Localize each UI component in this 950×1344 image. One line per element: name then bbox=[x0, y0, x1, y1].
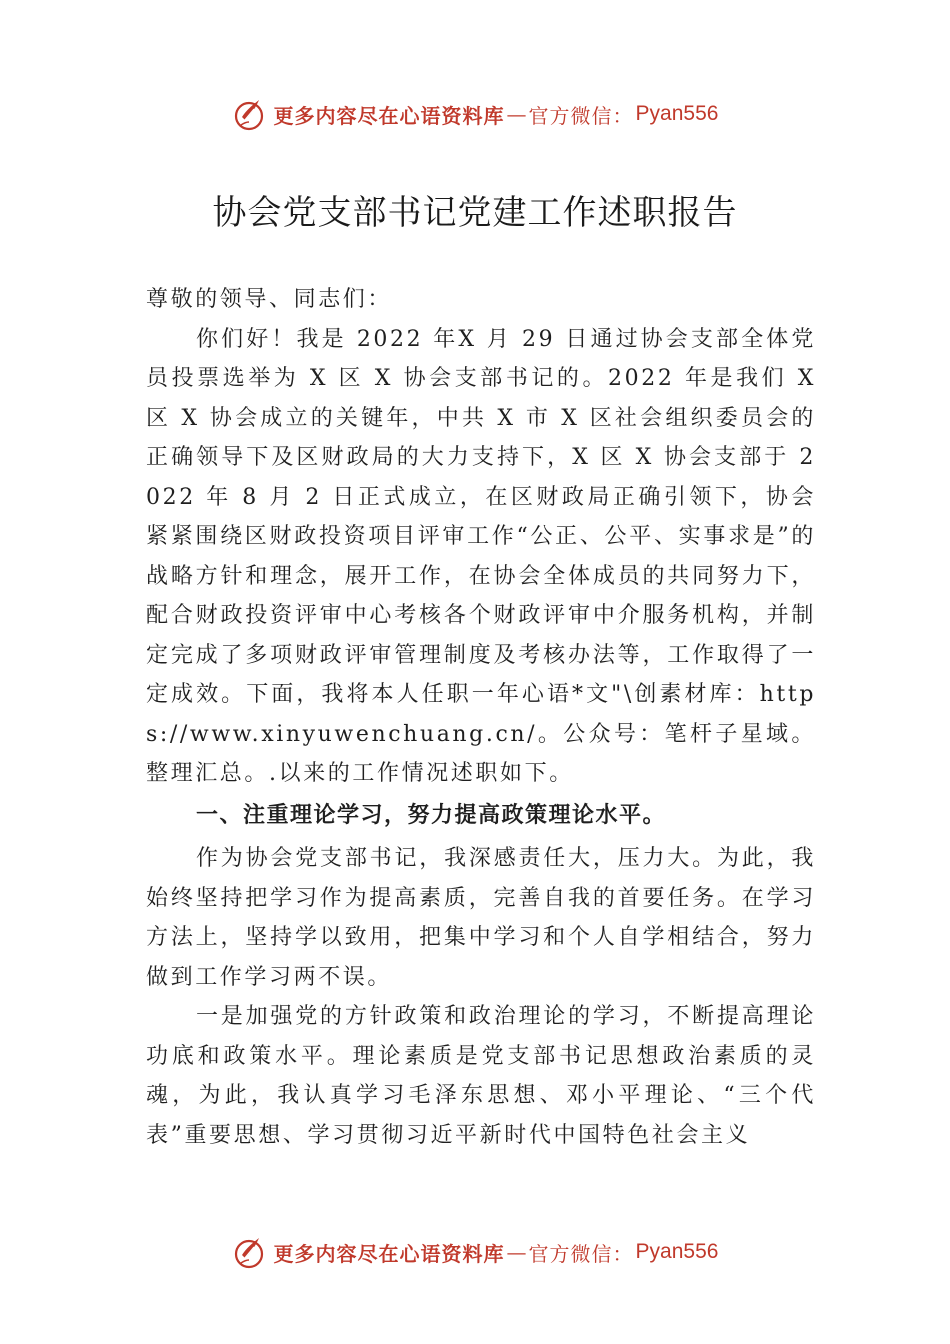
banner-slogan: 更多内容尽在心语资料库 bbox=[273, 1241, 505, 1266]
banner-dash: — bbox=[506, 1240, 527, 1264]
banner-slogan: 更多内容尽在心语资料库 bbox=[273, 103, 505, 128]
section-heading-1: 一、注重理论学习，努力提高政策理论水平。 bbox=[196, 802, 667, 828]
paragraph-study: 作为协会党支部书记，我深感责任大，压力大。为此，我始终坚持把学习作为提高素质，完善自我的首要任务。在学习方法上，坚持学以致用，把集中学习和个人自学相结合，努力做到工作学习两不误。 bbox=[146, 846, 816, 990]
banner-wechat-id: Pyan556 bbox=[635, 102, 719, 125]
paragraph-theory: 一是加强党的方针政策和政治理论的学习，不断提高理论功底和政策水平。理论素质是党支部书记思想政治素质的灵魂，为此，我认真学习毛泽东思想、邓小平理论、“三个代表”重要思想、学习贯彻习近平新时代中国特色社会主义 bbox=[146, 1004, 816, 1148]
banner-dash: — bbox=[506, 102, 527, 126]
banner-wechat-label: 官方微信： bbox=[528, 1241, 634, 1266]
header-banner bbox=[0, 94, 950, 134]
footer-banner bbox=[0, 1232, 950, 1272]
salutation: 尊敬的领导、同志们： bbox=[146, 287, 393, 312]
paragraph-intro: 你们好！我是 2022 年X 月 29 日通过协会支部全体党员投票选举为 X 区 X 协会支部书记的。2022 年是我们 X 区 X 协会成立的关键年，中共 X 市 X 区社会组织委员会的正确领导下及区财政局的大力支持下，X 区 X 协会支部于 2022 年 8 月 2 日正式成立，在区财政局正确引领下，协会紧紧围绕区财政投资项目评审工作“公正、公平、实事求是”的战略方针和理念，展开工作，在协会全体成员的共同努力下， 配合财政投资评审中心考核各个财政评审中介服务机构，并制定完成了多项财政评审管理制度及考核办法等，工作取得了一定成效。下面，我将本人任职一年心语*文"\创素材库：https://www.xinyuwenchuang.cn/。公众号：笔杆子星域。整理汇总。.以来的工作情况述职如下。 bbox=[146, 326, 816, 786]
banner-wechat-label: 官方微信： bbox=[528, 103, 634, 128]
document-title: 协会党支部书记党建工作述职报告 bbox=[212, 193, 738, 233]
document-body bbox=[146, 280, 816, 1155]
quill-pen-logo-icon bbox=[232, 95, 270, 133]
quill-pen-logo-icon bbox=[232, 1233, 270, 1271]
banner-wechat-id: Pyan556 bbox=[635, 1240, 719, 1263]
